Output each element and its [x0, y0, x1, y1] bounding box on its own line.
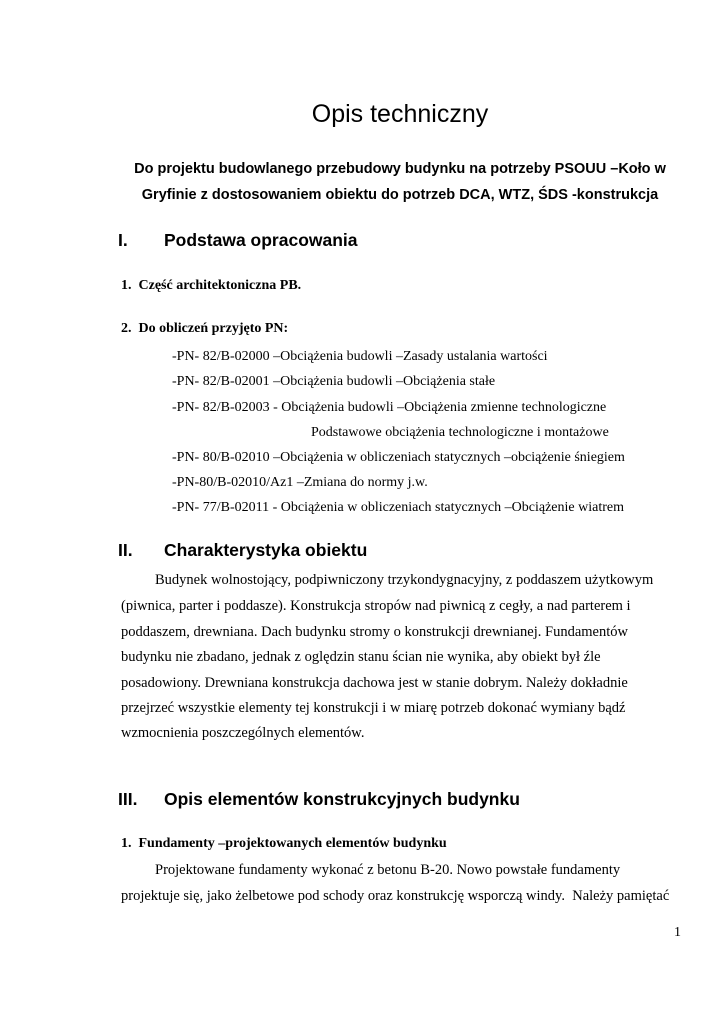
paragraph-line: poddaszem, drewniana. Dach budynku stromy o konstrukcji drewnianej. Fundamentów	[121, 624, 628, 640]
paragraph-line: projektuje się, jako żelbetowe pod schody oraz konstrukcję wsporczą windy. Należy pamiętać	[121, 888, 670, 904]
section-3-number: III.	[118, 789, 138, 809]
page-number: 1	[674, 925, 681, 940]
paragraph-line: przejrzeć wszystkie elementy tej konstrukcji i w miarę potrzeb dokonać wymiany bądź	[121, 700, 626, 716]
standard-line: -PN- 82/B-02001 –Obciążenia budowli –Obciążenia stałe	[172, 374, 496, 389]
standard-line: -PN- 77/B-02011 - Obciążenia w obliczeniach statycznych –Obciążenie wiatrem	[172, 500, 624, 515]
standard-line: -PN-80/B-02010/Az1 –Zmiana do normy j.w.	[172, 475, 428, 490]
paragraph-line: budynku nie zbadano, jednak z oględzin stanu ścian nie wynika, aby obiekt był źle	[121, 649, 601, 665]
paragraph-line: Projektowane fundamenty wykonać z betonu B-20. Nowo powstałe fundamenty	[155, 862, 621, 878]
section-1-item-2: 2. Do obliczeń przyjęto PN:	[121, 321, 289, 336]
paragraph-line: (piwnica, parter i poddasze). Konstrukcja stropów nad piwnicą z cegły, a nad parterem i	[121, 598, 631, 614]
section-2-title: Charakterystyka obiektu	[164, 540, 368, 560]
section-1-title: Podstawa opracowania	[164, 230, 358, 250]
subtitle-line-2: Gryfinie z dostosowaniem obiektu do potrzeb DCA, WTZ, ŚDS -konstrukcja	[141, 187, 659, 203]
section-2-heading	[118, 540, 518, 564]
section-2-number: II.	[118, 540, 133, 560]
paragraph-line: wzmocnienia poszczególnych elementów.	[121, 725, 365, 741]
section-3-heading	[118, 789, 618, 813]
standard-line: -PN- 82/B-02000 –Obciążenia budowli –Zasady ustalania wartości	[172, 349, 548, 364]
section-3-title: Opis elementów konstrukcyjnych budynku	[164, 789, 520, 809]
subtitle-line-1: Do projektu budowlanego przebudowy budynku na potrzeby PSOUU –Koło w	[134, 161, 666, 177]
section-1-item-1: 1. Część architektoniczna PB.	[121, 278, 302, 293]
section-1-heading	[118, 230, 518, 254]
standard-line: -PN- 82/B-02003 - Obciążenia budowli –Obciążenia zmienne technologiczne	[172, 400, 607, 415]
standard-line-continuation: Podstawowe obciążenia technologiczne i montażowe	[311, 425, 609, 440]
section-1-number: I.	[118, 230, 128, 250]
section-3-item-1: 1. Fundamenty –projektowanych elementów budynku	[121, 836, 447, 851]
paragraph-line: Budynek wolnostojący, podpiwniczony trzykondygnacyjny, z poddaszem użytkowym	[155, 572, 654, 588]
page-title: Opis techniczny	[311, 100, 489, 128]
standard-line: -PN- 80/B-02010 –Obciążenia w obliczeniach statycznych –obciążenie śniegiem	[172, 450, 625, 465]
paragraph-line: posadowiony. Drewniana konstrukcja dachowa jest w stanie dobrym. Należy dokładnie	[121, 675, 628, 691]
